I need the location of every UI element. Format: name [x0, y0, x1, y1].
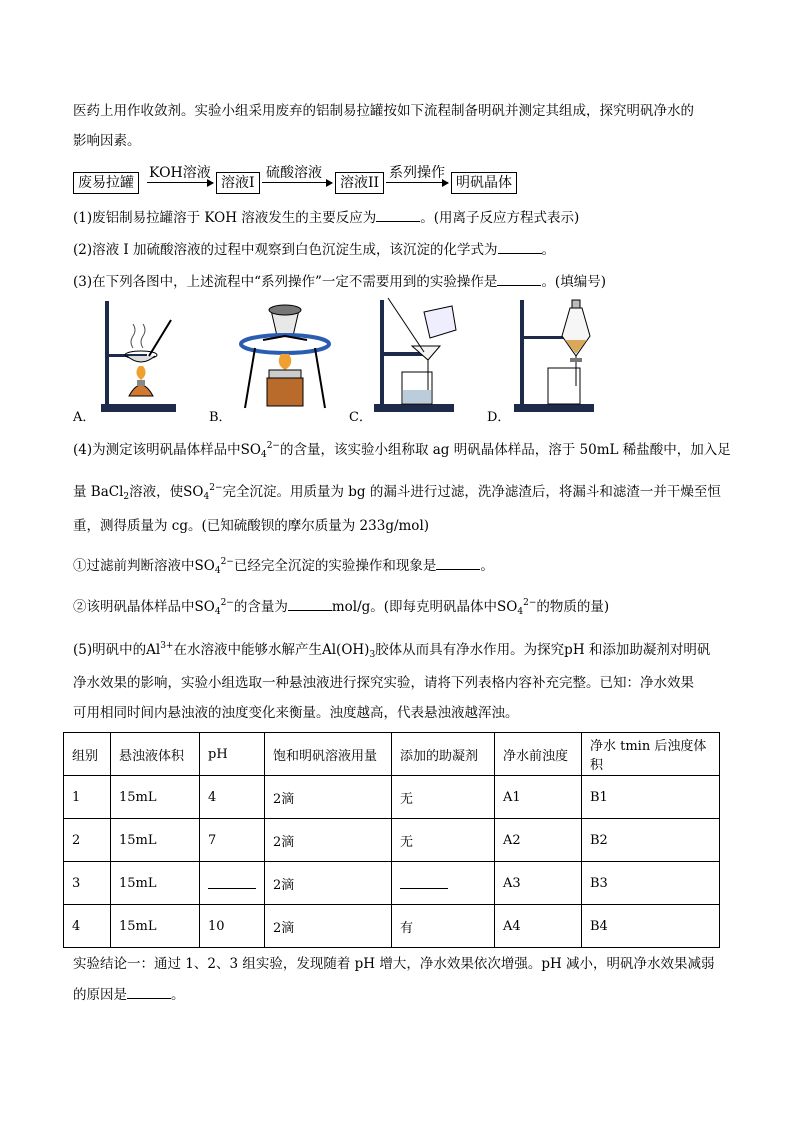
- answer-blank[interactable]: [127, 984, 171, 999]
- apparatus-label-b: B．: [209, 410, 232, 425]
- table-header-cell: 添加的助凝剂: [392, 733, 495, 776]
- question-1: (1)废铝制易拉罐溶于 KOH 溶液发生的主要反应为 。(用离子反应方程式表示): [73, 207, 733, 228]
- flow-box-alum: 明矾晶体: [451, 172, 517, 194]
- filtration-apparatus-figure: [368, 296, 478, 416]
- table-cell: 无: [392, 776, 495, 819]
- table-cell: B2: [582, 819, 720, 862]
- answer-blank[interactable]: [498, 239, 542, 254]
- question-4-line-2: 量 BaCl$_2$溶液，使$SO_4^{2-}$完全沉淀。用质量为 bg 的漏斗进行过滤，洗净滤渣后，将漏斗和滤渣一并干燥至恒: [73, 483, 721, 502]
- intro-line-1: 医药上用作收敛剂。实验小组采用废弃的铝制易拉罐按如下流程制备明矾并测定其组成，探究明矾净水的: [73, 103, 694, 119]
- intro-line-2: 影响因素。: [73, 133, 141, 149]
- table-cell: 15mL: [111, 776, 200, 819]
- table-cell: 4: [200, 776, 265, 819]
- answer-blank[interactable]: [208, 874, 256, 889]
- apparatus-label-c: C．: [349, 410, 372, 425]
- flow-arrow-2: [262, 182, 332, 183]
- separatory-funnel-figure: [510, 296, 620, 416]
- flow-arrow-1-label: KOH溶液: [149, 165, 211, 181]
- flow-box-solution-1: 溶液I: [216, 172, 260, 194]
- table-cell: B1: [582, 776, 720, 819]
- table-cell: 7: [200, 819, 265, 862]
- flow-box-cans: 废易拉罐: [73, 172, 139, 194]
- flow-chart: [73, 166, 533, 200]
- table-cell-blank[interactable]: [392, 862, 495, 905]
- table-header-cell: 组别: [64, 733, 111, 776]
- table-cell: 3: [64, 862, 111, 905]
- table-cell: 10: [200, 905, 265, 948]
- table-cell: 2: [64, 819, 111, 862]
- table-cell: 15mL: [111, 905, 200, 948]
- answer-blank[interactable]: [376, 207, 420, 222]
- crucible-heating-figure: [233, 296, 343, 416]
- table-cell: 2滴: [265, 905, 392, 948]
- table-cell: 15mL: [111, 819, 200, 862]
- answer-blank[interactable]: [400, 874, 448, 889]
- flow-arrow-3: [386, 182, 448, 183]
- table-cell-blank[interactable]: [200, 862, 265, 905]
- flow-arrow-3-label: 系列操作: [389, 165, 445, 181]
- table-header-cell: pH: [200, 733, 265, 776]
- experiment-table: [63, 732, 720, 948]
- table-header-cell: 净水 tmin 后浊度体积: [582, 733, 720, 776]
- flow-box-solution-2: 溶液II: [335, 172, 384, 194]
- table-cell: 1: [64, 776, 111, 819]
- question-2: (2)溶液 I 加硫酸溶液的过程中观察到白色沉淀生成，该沉淀的化学式为 。: [73, 239, 733, 260]
- table-cell: A4: [495, 905, 582, 948]
- question-4-line-1: (4)为测定该明矾晶体样品中$SO_4^{2-}$的含量，该实验小组称取 ag 明矾晶体样品，溶于 50mL 稀盐酸中，加入足: [73, 441, 731, 460]
- table-header-cell: 净水前浊度: [495, 733, 582, 776]
- table-cell: B3: [582, 862, 720, 905]
- apparatus-figures: [73, 296, 733, 425]
- table-cell: 2滴: [265, 776, 392, 819]
- answer-blank[interactable]: [288, 596, 332, 611]
- table-row: [64, 819, 720, 862]
- conclusion-line-2: 的原因是 。: [73, 984, 733, 1005]
- question-5-line-2: 净水效果的影响，实验小组选取一种悬浊液进行探究实验，请将下列表格内容补充完整。已知：净水效果: [73, 675, 694, 691]
- table-cell: 无: [392, 819, 495, 862]
- table-header-cell: 饱和明矾溶液用量: [265, 733, 392, 776]
- conclusion-line-1: 实验结论一：通过 1、2、3 组实验，发现随着 pH 增大，净水效果依次增强。pH 减小，明矾净水效果减弱: [73, 956, 715, 972]
- flow-arrow-2-label: 硫酸溶液: [266, 165, 322, 181]
- table-row: [64, 905, 720, 948]
- table-header-row: [64, 733, 720, 776]
- question-5-line-3: 可用相同时间内悬浊液的浊度变化来衡量。浊度越高，代表悬浊液越浑浊。: [73, 705, 519, 721]
- question-5-line-1: (5)明矾中的$Al^{3+}$在水溶液中能够水解产生$Al(OH)_3$胶体从而具有净水作用。为探究pH 和添加助凝剂对明矾: [73, 641, 711, 660]
- table-cell: 2滴: [265, 862, 392, 905]
- table-row: [64, 776, 720, 819]
- question-4-sub-1: ①过滤前判断溶液中$SO_4^{2-}$已经完全沉淀的实验操作和现象是 。: [73, 557, 494, 576]
- table-cell: A3: [495, 862, 582, 905]
- table-row: [64, 862, 720, 905]
- table-cell: A2: [495, 819, 582, 862]
- answer-blank[interactable]: [497, 271, 541, 286]
- question-4-sub-2: ②该明矾晶体样品中$SO_4^{2-}$的含量为 mol/g。(即每克明矾晶体中$SO_4^{2-}$的物质的量): [73, 598, 610, 617]
- apparatus-label-d: D．: [487, 410, 511, 425]
- table-cell: A1: [495, 776, 582, 819]
- question-3: (3)在下列各图中，上述流程中“系列操作”一定不需要用到的实验操作是 。(填编号): [73, 271, 733, 292]
- table-cell: B4: [582, 905, 720, 948]
- apparatus-label-a: A．: [73, 410, 96, 425]
- table-cell: 4: [64, 905, 111, 948]
- table-cell: 2滴: [265, 819, 392, 862]
- table-cell: 有: [392, 905, 495, 948]
- answer-blank[interactable]: [436, 555, 480, 570]
- evaporation-apparatus-figure: [93, 296, 183, 416]
- table-header-cell: 悬浊液体积: [111, 733, 200, 776]
- question-4-line-3: 重，测得质量为 cg。(已知硫酸钡的摩尔质量为 233g/mol): [73, 518, 430, 534]
- flow-arrow-1: [147, 182, 213, 183]
- table-cell: 15mL: [111, 862, 200, 905]
